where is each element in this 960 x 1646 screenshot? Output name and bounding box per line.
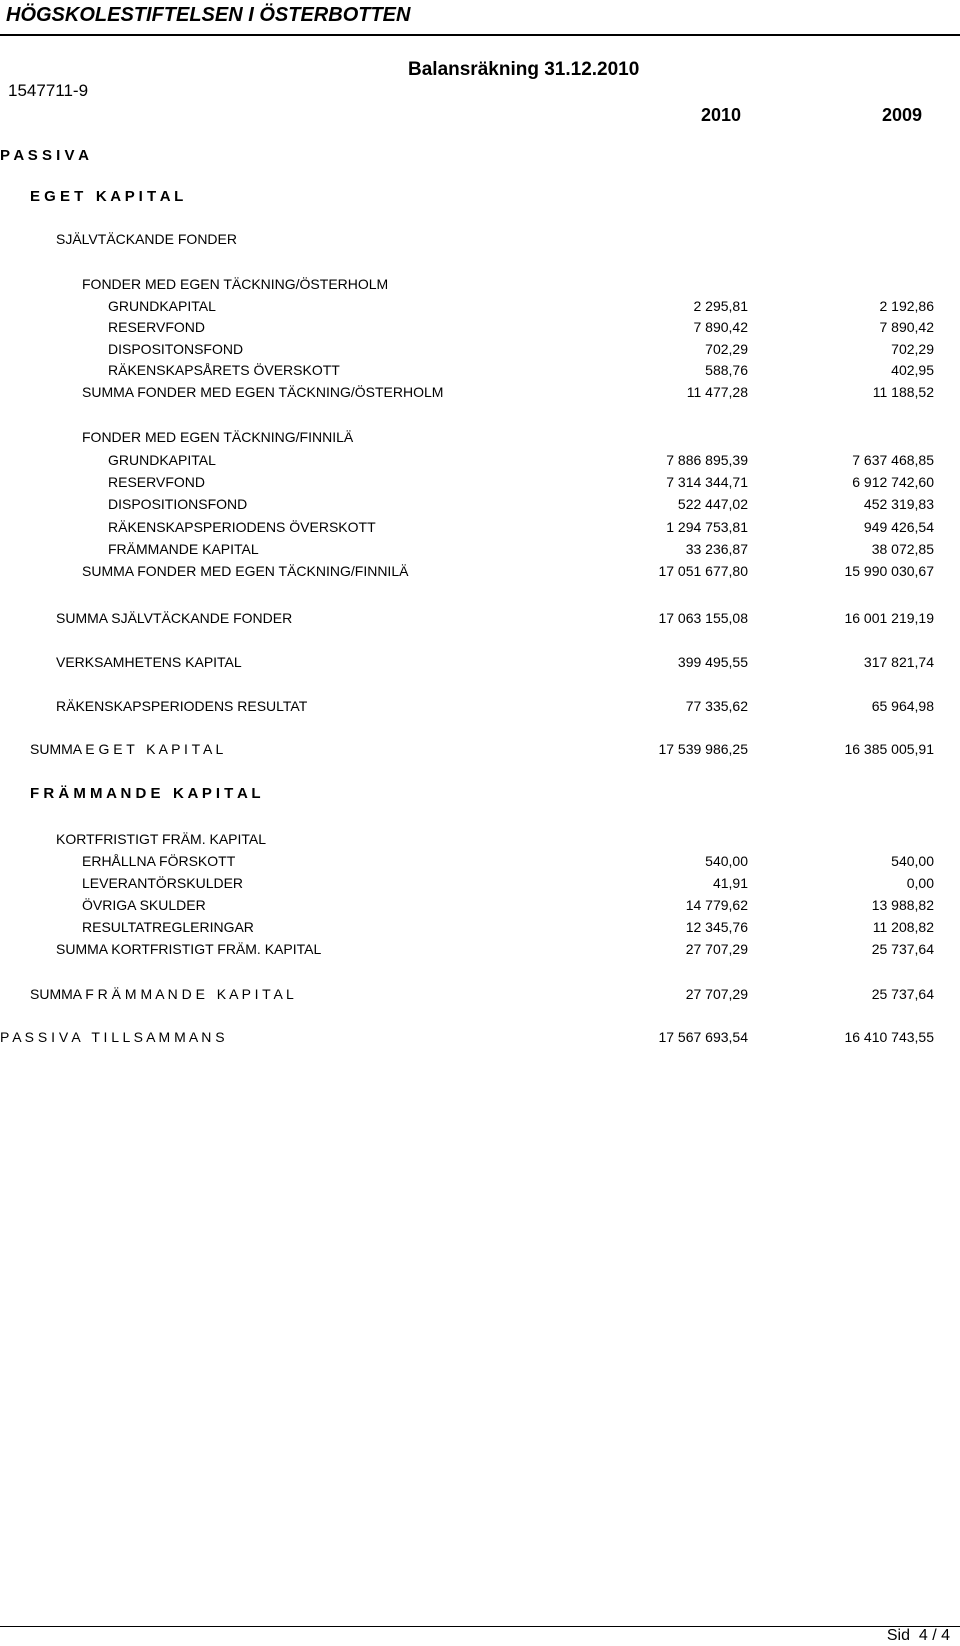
heading-finnila: FONDER MED EGEN TÄCKNING/FINNILÄ [82,429,354,445]
row-label-summa: SUMMA SJÄLVTÄCKANDE FONDER [56,610,293,626]
heading-frammande-kapital: F R Ä M M A N D E K A P I T A L [30,785,261,802]
value-2010: 17 567 693,54 [658,1029,748,1045]
header-divider [0,34,960,36]
value-2010: 77 335,62 [685,698,748,714]
row-label: RESERVFOND [108,474,205,490]
business-id: 1547711-9 [8,81,89,100]
value-2009: 702,29 [891,341,934,357]
value-2009: 11 208,82 [872,919,934,935]
value-2010: 2 295,81 [693,298,748,314]
row-label-summa: SUMMA F R Ä M M A N D E K A P I T A L [30,986,294,1002]
value-2009: 0,00 [906,875,934,891]
row-label-summa: SUMMA FONDER MED EGEN TÄCKNING/ÖSTERHOLM [82,384,444,400]
value-2009: 452 319,83 [863,496,934,512]
value-2009: 16 410 743,55 [844,1029,934,1045]
value-2010: 702,29 [705,341,748,357]
organization-name: HÖGSKOLESTIFTELSEN I ÖSTERBOTTEN [6,4,411,26]
row-label: RÄKENSKAPSPERIODENS ÖVERSKOTT [108,519,376,535]
value-2009: 7 890,42 [879,319,934,335]
value-2009: 16 001 219,19 [844,610,934,626]
document-title: Balansräkning 31.12.2010 [408,59,640,80]
year-current-header: 2010 [700,105,741,125]
row-label: DISPOSITIONSFOND [108,496,248,512]
value-2010: 41,91 [712,875,748,891]
page-number: Sid 4 / 4 [886,1627,950,1644]
row-label: ERHÅLLNA FÖRSKOTT [82,853,236,869]
value-2009: 317 821,74 [863,654,934,670]
row-label: RESULTATREGLERINGAR [82,919,254,935]
value-2009: 6 912 742,60 [852,474,934,490]
row-label: RESERVFOND [108,319,205,335]
row-label: RÄKENSKAPSÅRETS ÖVERSKOTT [108,362,340,378]
value-2010: 17 539 986,25 [658,741,748,757]
value-2010: 27 707,29 [685,941,748,957]
value-2009: 7 637 468,85 [852,452,934,468]
value-2009: 949 426,54 [863,519,934,535]
value-2009: 16 385 005,91 [844,741,934,757]
value-2009: 38 072,85 [871,541,934,557]
year-previous-header: 2009 [881,105,922,125]
value-2009: 65 964,98 [871,698,934,714]
value-2010: 522 447,02 [677,496,748,512]
value-2010: 588,76 [705,362,748,378]
value-2009: 25 737,64 [871,986,934,1002]
value-2009: 15 990 030,67 [844,563,934,579]
value-2009: 402,95 [891,362,934,378]
heading-kortfristigt: KORTFRISTIGT FRÄM. KAPITAL [56,831,267,847]
row-label-summa: SUMMA KORTFRISTIGT FRÄM. KAPITAL [56,941,322,957]
row-label: GRUNDKAPITAL [108,298,216,314]
value-2010: 14 779,62 [685,897,748,913]
value-2009: 13 988,82 [871,897,934,913]
heading-osterholm: FONDER MED EGEN TÄCKNING/ÖSTERHOLM [82,276,389,292]
row-label: FRÄMMANDE KAPITAL [108,541,259,557]
row-label: VERKSAMHETENS KAPITAL [56,654,242,670]
row-label: ÖVRIGA SKULDER [82,897,206,913]
row-label: DISPOSITONSFOND [108,341,244,357]
value-2010: 11 477,28 [686,384,748,400]
value-2010: 7 314 344,71 [666,474,748,490]
value-2010: 7 886 895,39 [666,452,748,468]
value-2009: 11 188,52 [872,384,934,400]
row-label: LEVERANTÖRSKULDER [82,875,244,891]
heading-passiva: P A S S I V A [0,147,89,164]
value-2010: 17 051 677,80 [658,563,748,579]
value-2010: 1 294 753,81 [666,519,748,535]
value-2010: 399 495,55 [677,654,748,670]
value-2010: 33 236,87 [685,541,748,557]
row-label-summa: SUMMA E G E T K A P I T A L [30,741,224,757]
value-2009: 25 737,64 [871,941,934,957]
footer-divider [0,1626,960,1627]
heading-eget-kapital: E G E T K A P I T A L [30,188,184,205]
value-2010: 7 890,42 [693,319,748,335]
row-label: RÄKENSKAPSPERIODENS RESULTAT [56,698,308,714]
value-2010: 17 063 155,08 [658,610,748,626]
row-label-total: P A S S I V A T I L L S A M M A N S [0,1029,225,1045]
value-2009: 2 192,86 [879,298,934,314]
row-label: GRUNDKAPITAL [108,452,216,468]
value-2010: 12 345,76 [685,919,748,935]
value-2010: 27 707,29 [685,986,748,1002]
value-2010: 540,00 [705,853,748,869]
row-label-summa: SUMMA FONDER MED EGEN TÄCKNING/FINNILÄ [82,563,409,579]
heading-sjalvtackande-fonder: SJÄLVTÄCKANDE FONDER [56,231,237,247]
value-2009: 540,00 [891,853,934,869]
